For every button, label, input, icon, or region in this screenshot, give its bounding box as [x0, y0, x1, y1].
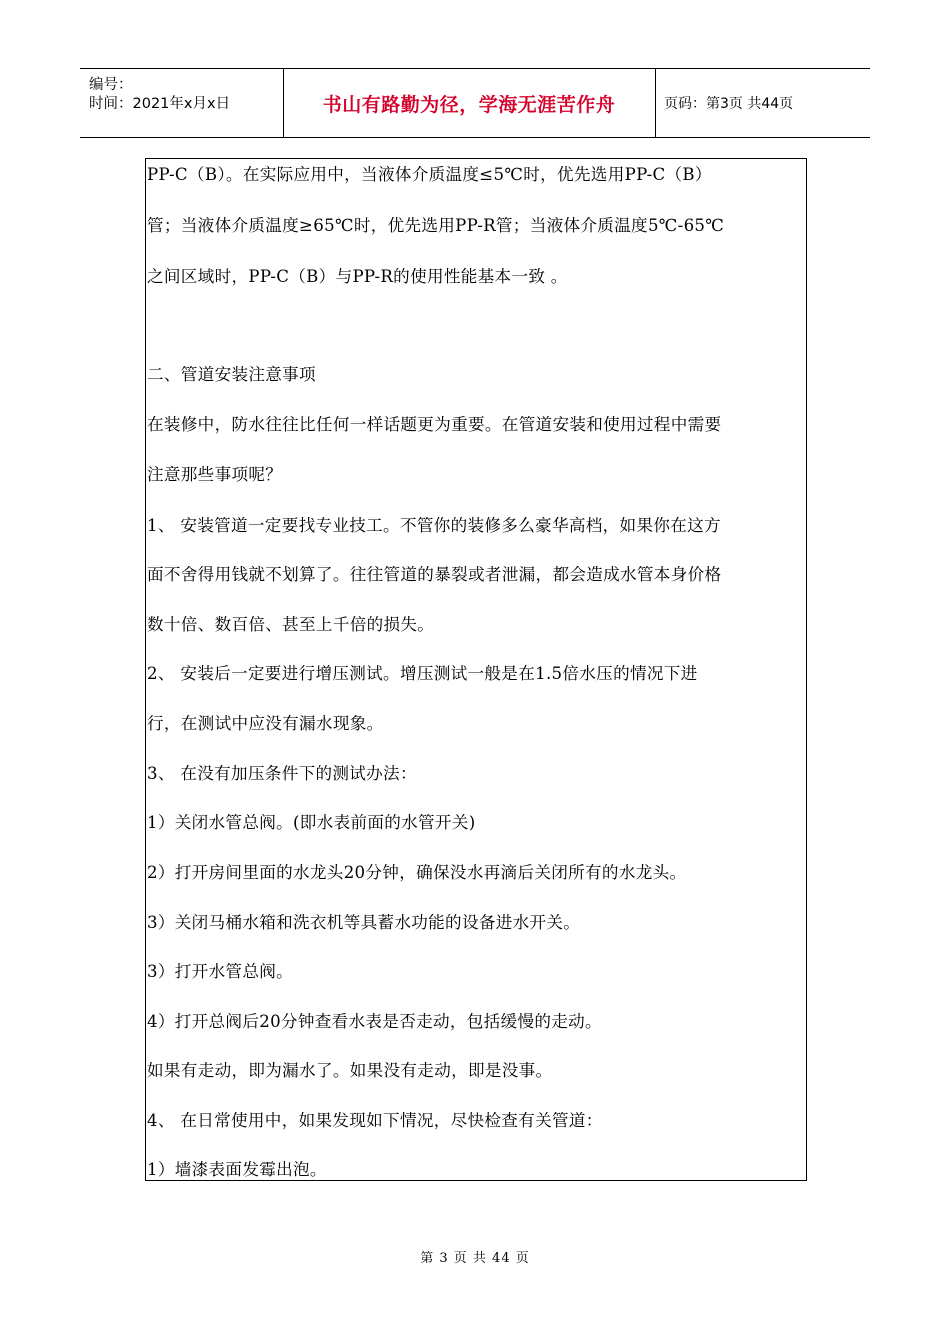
page-footer: 第 3 页 共 44 页 [420, 1251, 530, 1266]
content-line: PP-C（B）。在实际应用中，当液体介质温度≤5℃时，优先选用PP-C（B） [147, 165, 712, 184]
content-line: 面不舍得用钱就不划算了。往往管道的暴裂或者泄漏，都会造成水管本身价格 [147, 565, 722, 584]
content-line: 数十倍、数百倍、甚至上千倍的损失。 [147, 615, 435, 634]
header-motto-cell [283, 69, 656, 137]
content-line: 之间区域时，PP-C（B）与PP-R的使用性能基本一致 。 [147, 267, 568, 286]
content-line: 3）关闭马桶水箱和洗衣机等具蓄水功能的设备进水开关。 [147, 913, 581, 932]
motto-text: 书山有路勤为径，学海无涯苦作舟 [322, 93, 616, 116]
content-line: 如果有走动，即为漏水了。如果没有走动，即是没事。 [147, 1061, 553, 1080]
content-line: 1）墙漆表面发霉出泡。 [147, 1160, 327, 1179]
content-line: 4）打开总阀后20分钟查看水表是否走动，包括缓慢的走动。 [147, 1012, 602, 1031]
content-line: 1、 安装管道一定要找专业技工。不管你的装修多么豪华高档，如果你在这方 [147, 516, 721, 535]
content-line: 注意那些事项呢？ [147, 465, 283, 484]
content-line: 1）关闭水管总阀。(即水表前面的水管开关) [147, 813, 476, 832]
section-heading: 二、管道安装注意事项 [147, 365, 316, 384]
content-line: 4、 在日常使用中，如果发现如下情况，尽快检查有关管道： [147, 1111, 603, 1130]
header-left-cell [80, 69, 284, 137]
content-box [145, 158, 807, 1181]
content-line: 行，在测试中应没有漏水现象。 [147, 714, 384, 733]
content-line: 2、 安装后一定要进行增压测试。增压测试一般是在1.5倍水压的情况下进 [147, 664, 698, 683]
page-info: 页码：第3页 共44页 [664, 96, 794, 112]
content-line: 管；当液体介质温度≥65℃时，优先选用PP-R管；当液体介质温度5℃-65℃ [147, 216, 725, 235]
content-line: 3）打开水管总阀。 [147, 962, 294, 981]
content-line: 2）打开房间里面的水龙头20分钟，确保没水再滴后关闭所有的水龙头。 [147, 863, 687, 882]
time-label: 时间：2021年x月x日 [89, 96, 231, 112]
number-label: 编号： [89, 77, 133, 93]
content-line: 3、 在没有加压条件下的测试办法： [147, 764, 417, 783]
content-line: 在装修中，防水往往比任何一样话题更为重要。在管道安装和使用过程中需要 [147, 415, 722, 434]
document-header [80, 68, 870, 138]
header-page-cell [656, 69, 870, 137]
